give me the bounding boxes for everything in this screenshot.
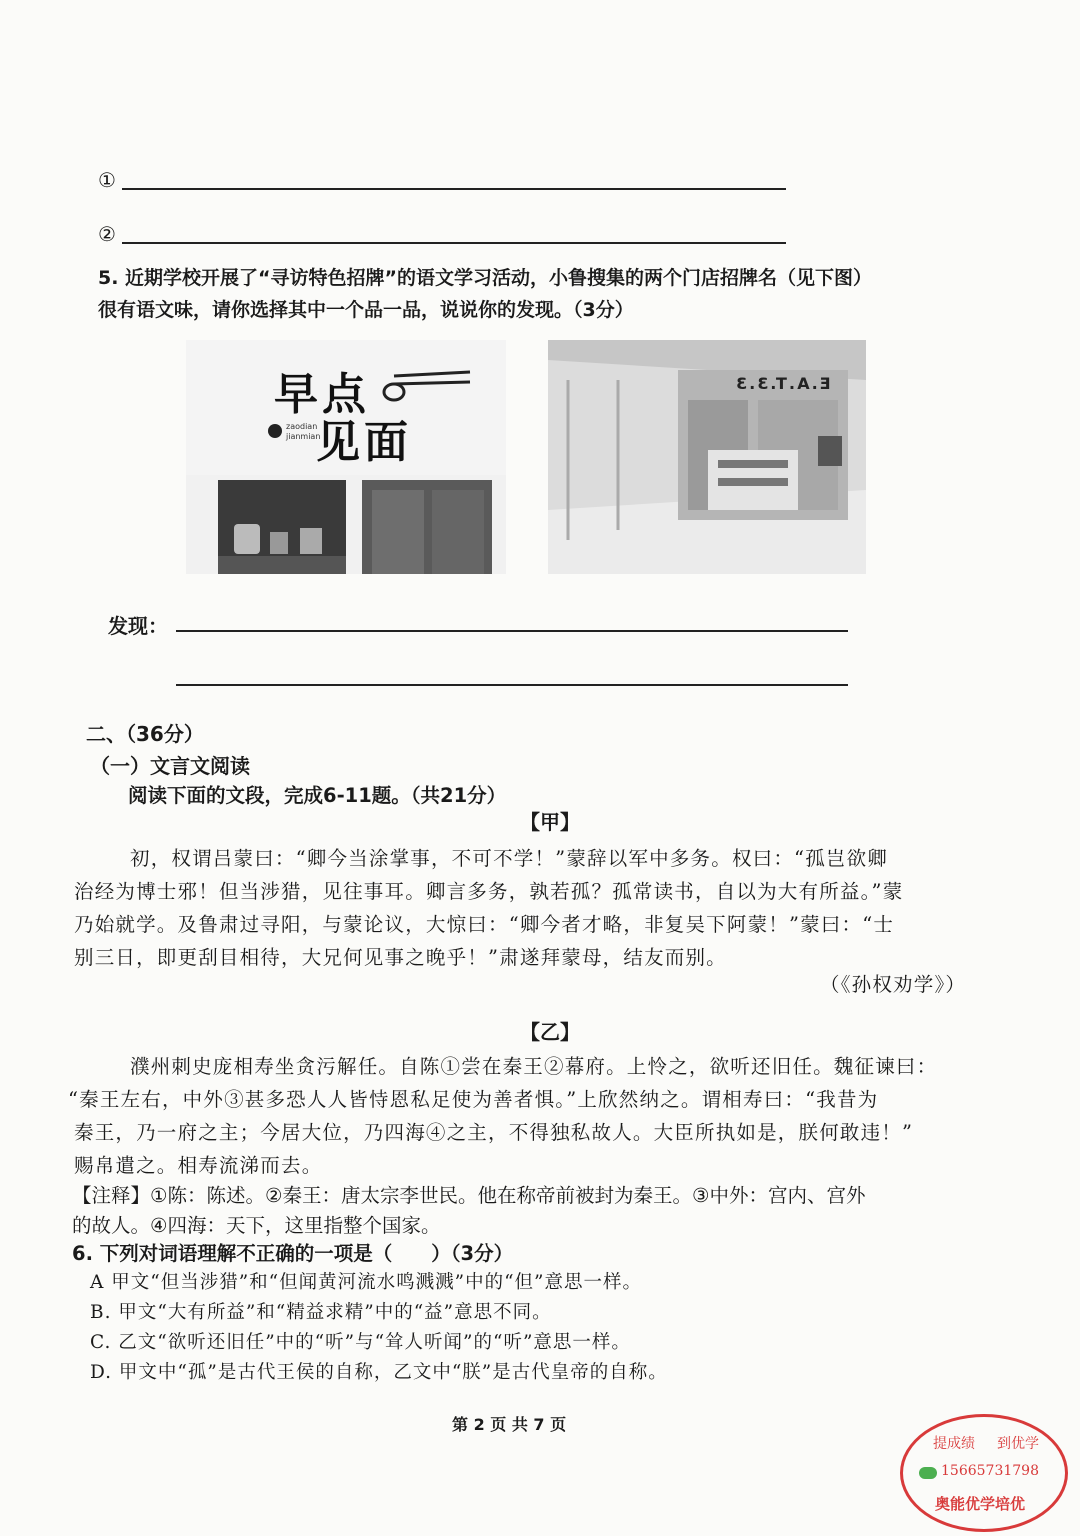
- blank-1-line[interactable]: [122, 188, 786, 190]
- answer-line-2[interactable]: [176, 684, 848, 686]
- stamp-top-left-text: 提成绩: [933, 1436, 975, 1452]
- passage-jia-line1: 初，权谓吕蒙曰：“卿今当涂掌事，不可不学！”蒙辞以军中多务。权曰：“孤岂欲卿: [130, 847, 889, 870]
- sub-section-heading: （一）文言文阅读: [90, 754, 250, 778]
- question-6-option-a[interactable]: A 甲文“但当涉猎”和“但闻黄河流水鸣溅溅”中的“但”意思一样。: [90, 1272, 642, 1293]
- stamp-phone: 15665731798: [941, 1463, 1039, 1479]
- shop-window-left: [218, 480, 346, 574]
- question-6-option-d[interactable]: D. 甲文中“孤”是古代王侯的自称，乙文中“朕”是古代皇帝的自称。: [90, 1362, 668, 1383]
- passage-jia-label: 【甲】: [520, 810, 580, 834]
- question-6-stem: 6. 下列对词语理解不正确的一项是（ ）（3分）: [72, 1242, 514, 1265]
- passage-yi-line4: 赐帛遣之。相寿流涕而去。: [74, 1154, 323, 1177]
- answer-line-1[interactable]: [176, 630, 848, 632]
- wechat-icon: [919, 1467, 937, 1479]
- section-heading: 二、（36分）: [86, 722, 204, 746]
- passage-yi-line3: 秦王，乃一府之主；今居大位，乃四海④之主，不得独私故人。大臣所执如是，朕何敢违！”: [74, 1121, 914, 1144]
- passage-jia-line3: 乃始就学。及鲁肃过寻阳，与蒙论议，大惊曰：“卿今者才略，非复吴下阿蒙！”蒙曰：“士: [74, 913, 895, 936]
- question-6-option-c[interactable]: C. 乙文“欲听还旧任”中的“听”与“耸人听闻”的“听”意思一样。: [90, 1332, 631, 1353]
- passage-yi-line1: 濮州刺史庞相寿坐贪污解任。自陈①尝在秦王②幕府。上怜之，欲听还旧任。魏征谏曰：: [130, 1055, 938, 1078]
- page-number: 第 2 页 共 7 页: [452, 1415, 567, 1434]
- stamp-top-right-text: 到优学: [997, 1436, 1039, 1452]
- notes-line1: 【注释】①陈：陈述。②秦王：唐太宗李世民。他在称帝前被封为秦王。③中外：宫内、宫外: [72, 1184, 866, 1207]
- sign-small-text-1: zaodian: [286, 422, 318, 431]
- notes-line2: 的故人。④四海：天下，这里指整个国家。: [72, 1214, 441, 1237]
- passage-jia-line2: 治经为博士邪！但当涉猎，见往事耳。卿言多务，孰若孤？孤常读书，自以为大有所益。”蒙: [74, 880, 904, 903]
- blank-1: [98, 166, 788, 196]
- logo-badge-icon: [268, 424, 282, 438]
- sign-small-text-2: jianmian: [286, 432, 321, 441]
- blank-2: [98, 220, 788, 250]
- passage-jia-line4: 别三日，即更刮目相待，大兄何见事之晚乎！”肃遂拜蒙母，结友而别。: [74, 946, 727, 969]
- reading-instruction: 阅读下面的文段，完成6-11题。（共21分）: [128, 784, 507, 807]
- sign-title-line1: 早点: [274, 369, 370, 420]
- blank-2-line[interactable]: [122, 242, 786, 244]
- stamp-bottom-text: 奥能优学培优: [935, 1495, 1026, 1513]
- answer-label: 发现：: [108, 614, 168, 638]
- sign-board: [186, 340, 506, 475]
- question-6-option-b[interactable]: B. 甲文“大有所益”和“精益求精”中的“益”意思不同。: [90, 1302, 552, 1323]
- blank-2-marker: ②: [98, 222, 116, 246]
- shop-photo-2: [548, 340, 866, 574]
- question-5-line1: 5. 近期学校开展了“寻访特色招牌”的语文学习活动，小鲁搜集的两个门店招牌名（见下图）: [98, 267, 873, 289]
- blank-1-marker: ①: [98, 168, 116, 192]
- promo-stamp: [900, 1414, 1068, 1532]
- passage-yi-label: 【乙】: [520, 1020, 580, 1044]
- sign-title-line2: 见面: [316, 417, 412, 468]
- passage-jia-source: （《孙权劝学》）: [820, 973, 967, 996]
- passage-yi-line2: “秦王左右，中外③甚多恐人人皆恃恩私足使为善者惧。”上欣然纳之。谓相寿曰：“我昔为: [68, 1088, 879, 1111]
- storefront-sign: E.A.T.3.3: [734, 374, 831, 393]
- shop-door: [362, 480, 492, 574]
- question-5-line2: 很有语文味，请你选择其中一个品一品，说说你的发现。（3分）: [98, 299, 634, 321]
- shop-photo-1: [186, 340, 506, 574]
